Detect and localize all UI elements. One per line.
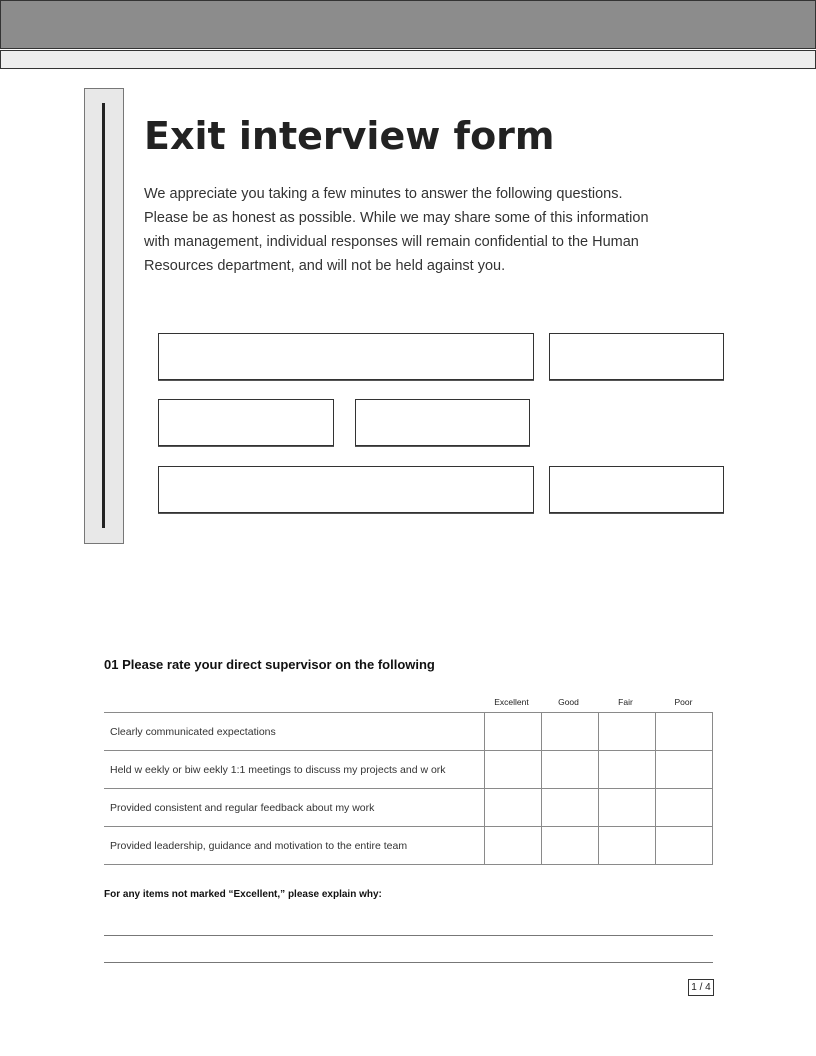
- rating-cell-excellent[interactable]: [485, 713, 542, 751]
- input-field-3[interactable]: [158, 399, 334, 446]
- table-row: [104, 713, 713, 751]
- explain-label: For any items not marked “Excellent,” please explain why:: [104, 889, 382, 900]
- column-header-fair: Fair: [618, 697, 633, 707]
- row-label: Provided leadership, guidance and motivation to the entire team: [104, 827, 485, 865]
- side-accent-line: [102, 103, 105, 528]
- answer-line-2[interactable]: [104, 962, 713, 963]
- rating-cell-good[interactable]: [542, 789, 599, 827]
- intro-text: We appreciate you taking a few minutes to answer the following questions. Please be as honest as possible. While we may share some of this information with management, individual responses will remain confidential to the Human Resources department, and will not be held against you.: [144, 186, 649, 274]
- row-label: Held w eekly or biw eekly 1:1 meetings to discuss my projects and w ork: [104, 751, 485, 789]
- rating-cell-good[interactable]: [542, 827, 599, 865]
- rating-cell-fair[interactable]: [599, 751, 656, 789]
- input-field-1[interactable]: [158, 333, 534, 380]
- page-indicator: 1 / 4: [688, 979, 714, 996]
- input-field-6[interactable]: [549, 466, 724, 513]
- rating-cell-good[interactable]: [542, 713, 599, 751]
- row-label: Provided consistent and regular feedback about my work: [104, 789, 485, 827]
- header-bar: [0, 0, 816, 49]
- table-row: [104, 751, 713, 789]
- input-field-5[interactable]: [158, 466, 534, 513]
- table-row: [104, 789, 713, 827]
- answer-line-1[interactable]: [104, 935, 713, 936]
- rating-cell-excellent[interactable]: [485, 827, 542, 865]
- table-row: [104, 827, 713, 865]
- rating-cell-poor[interactable]: [656, 713, 713, 751]
- rating-cell-poor[interactable]: [656, 751, 713, 789]
- rating-cell-excellent[interactable]: [485, 751, 542, 789]
- rating-table: [104, 712, 713, 865]
- input-field-4[interactable]: [355, 399, 530, 446]
- header-subbar: [0, 50, 816, 69]
- rating-cell-fair[interactable]: [599, 789, 656, 827]
- column-header-poor: Poor: [674, 697, 693, 707]
- rating-cell-good[interactable]: [542, 751, 599, 789]
- rating-cell-fair[interactable]: [599, 827, 656, 865]
- column-header-good: Good: [558, 697, 579, 707]
- question-heading: 01 Please rate your direct supervisor on the following: [104, 657, 435, 672]
- rating-cell-excellent[interactable]: [485, 789, 542, 827]
- rating-cell-fair[interactable]: [599, 713, 656, 751]
- input-field-2[interactable]: [549, 333, 724, 380]
- row-label: Clearly communicated expectations: [104, 713, 485, 751]
- rating-cell-poor[interactable]: [656, 789, 713, 827]
- page-title: Exit interview form: [144, 114, 555, 158]
- rating-cell-poor[interactable]: [656, 827, 713, 865]
- column-header-excellent: Excellent: [494, 697, 529, 707]
